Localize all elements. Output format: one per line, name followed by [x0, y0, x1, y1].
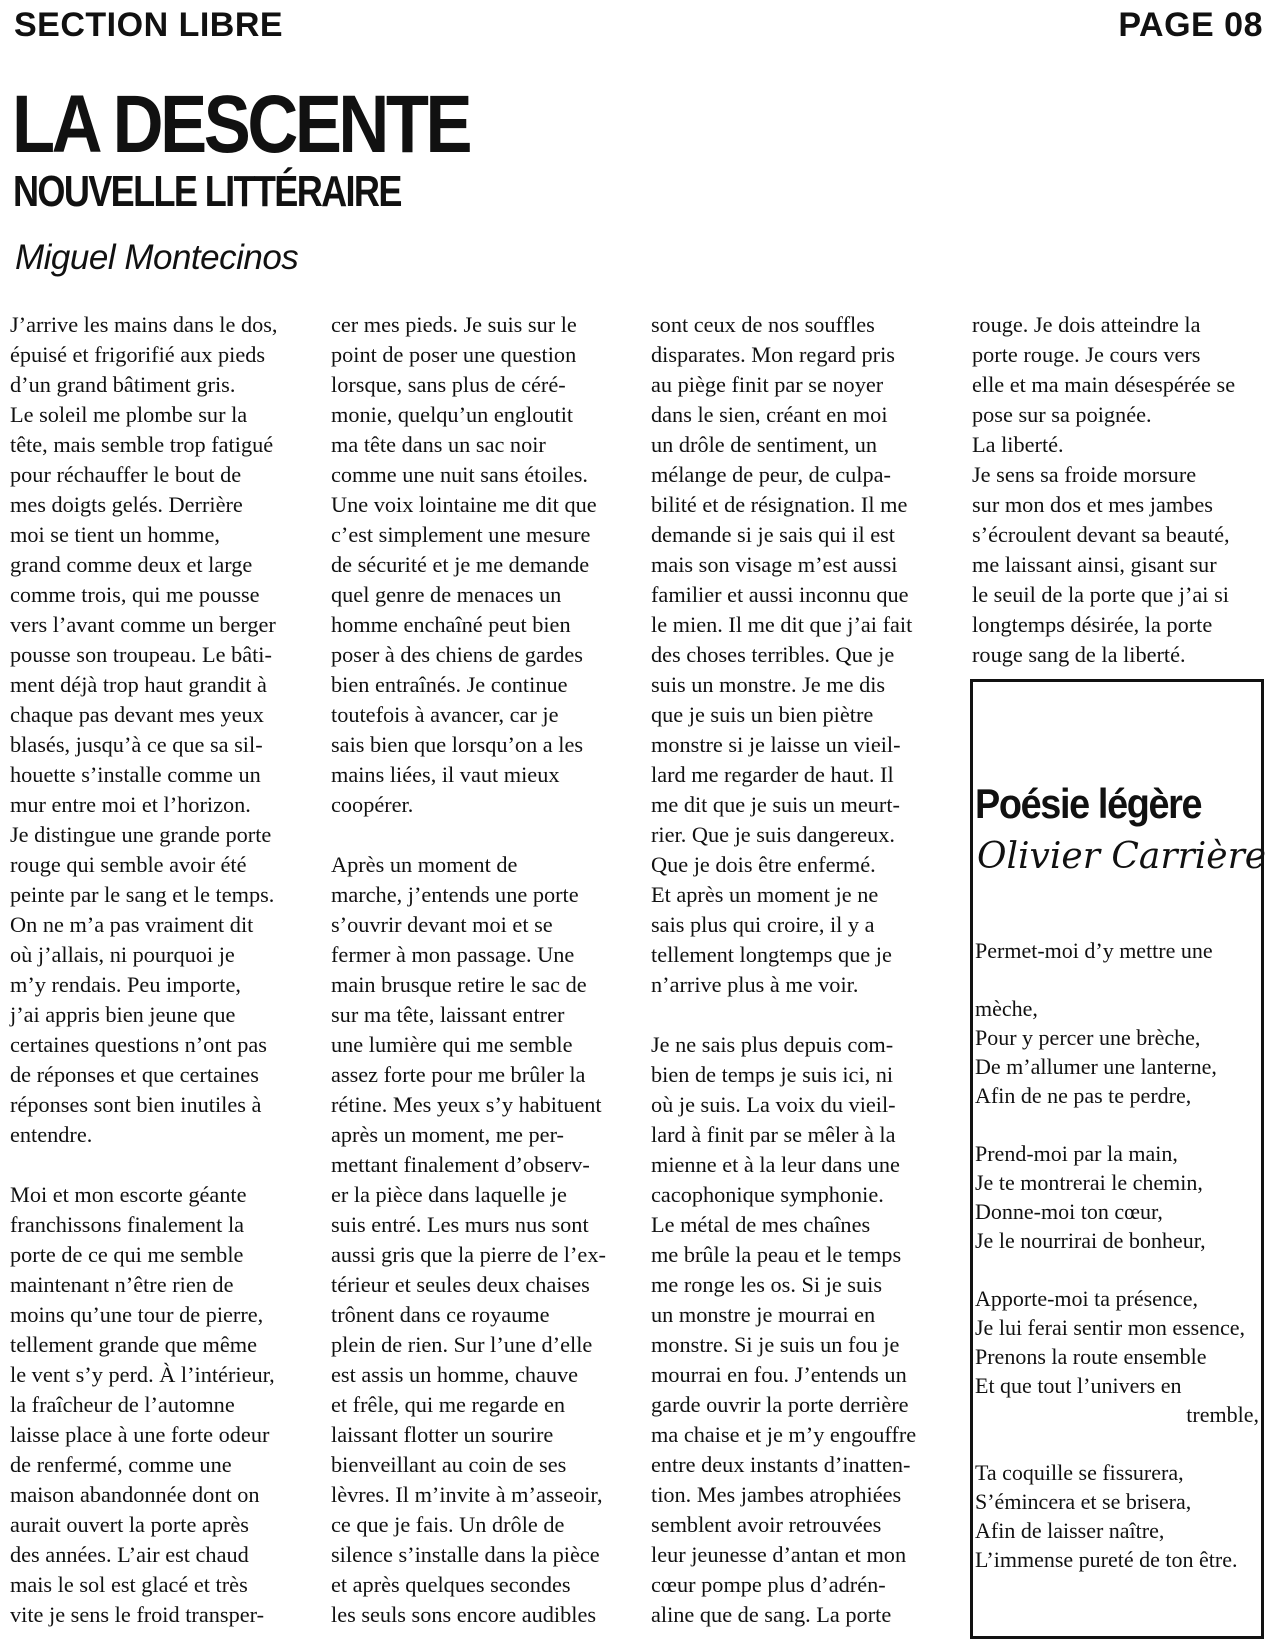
text-line: le seuil de la porte que j’ai si — [972, 582, 1229, 607]
article-author: Miguel Montecinos — [15, 238, 299, 277]
text-line: cer mes pieds. Je suis sur le — [331, 312, 577, 337]
poem-line: Pour y percer une brèche, — [975, 1025, 1201, 1050]
text-line: marche, j’entends une porte — [331, 882, 579, 907]
text-line: me laissant ainsi, gisant sur — [972, 552, 1217, 577]
text-line: moins qu’une tour de pierre, — [10, 1302, 264, 1327]
text-line: plein de rien. Sur l’une d’elle — [331, 1332, 593, 1357]
text-line: sur mon dos et mes jambes — [972, 492, 1213, 517]
text-line: comme une nuit sans étoiles. — [331, 462, 588, 487]
text-line: me brûle la peau et le temps — [651, 1242, 902, 1267]
stanza-gap — [975, 1429, 1259, 1458]
poem-lines — [975, 936, 1259, 1574]
text-line: grand comme deux et large — [10, 552, 253, 577]
section-label: SECTION LIBRE — [14, 6, 284, 44]
text-line: pousse son troupeau. Le bâti- — [10, 642, 272, 667]
paragraph-gap — [10, 1150, 278, 1180]
text-line: après un moment, me per- — [331, 1122, 564, 1147]
text-line: J’arrive les mains dans le dos, — [10, 312, 278, 337]
text-line: maison abandonnée dont on — [10, 1482, 260, 1507]
text-line: moi se tient un homme, — [10, 522, 220, 547]
text-line: mais son visage m’est aussi — [651, 552, 898, 577]
text-line: bien de temps je suis ici, ni — [651, 1062, 894, 1087]
text-line: que je suis un bien piètre — [651, 702, 874, 727]
text-line: n’arrive plus à me voir. — [651, 972, 859, 997]
text-line: où je suis. La voix du vieil- — [651, 1092, 896, 1117]
text-line: rouge. Je dois atteindre la — [972, 312, 1201, 337]
text-line: trônent dans ce royaume — [331, 1302, 550, 1327]
text-line: c’est simplement une mesure — [331, 522, 591, 547]
poem-line: Afin de ne pas te perdre, — [975, 1083, 1192, 1108]
text-line: semblent avoir retrouvées — [651, 1512, 882, 1537]
text-line: porte de ce qui me semble — [10, 1242, 244, 1267]
text-line: main brusque retire le sac de — [331, 972, 587, 997]
article-column-3 — [651, 310, 916, 1630]
text-line: une lumière qui me semble — [331, 1032, 573, 1057]
text-line: la fraîcheur de l’automne — [10, 1392, 235, 1417]
text-line: vite je sens le froid transper- — [10, 1602, 265, 1627]
text-line: me ronge les os. Si je suis — [651, 1272, 883, 1297]
page-number: PAGE 08 — [1118, 6, 1263, 44]
text-line: chaque pas devant mes yeux — [10, 702, 264, 727]
text-line: peinte par le sang et le temps. — [10, 882, 275, 907]
text-line: tellement grande que même — [10, 1332, 258, 1357]
text-line: où j’allais, ni pourquoi je — [10, 942, 235, 967]
text-line: Le soleil me plombe sur la — [10, 402, 248, 427]
text-line: er la pièce dans laquelle je — [331, 1182, 567, 1207]
text-line: On ne m’a pas vraiment dit — [10, 912, 254, 937]
text-line: un drôle de sentiment, un — [651, 432, 878, 457]
poem-line: Afin de laisser naître, — [975, 1518, 1165, 1543]
text-line: Je ne sais plus depuis com- — [651, 1032, 894, 1057]
text-line: des années. L’air est chaud — [10, 1542, 249, 1567]
text-line: entre deux instants d’inatten- — [651, 1452, 911, 1477]
text-line: garde ouvrir la porte derrière — [651, 1392, 909, 1417]
text-line: cacophonique symphonie. — [651, 1182, 884, 1207]
poem-line: Donne-moi ton cœur, — [975, 1199, 1163, 1224]
text-line: rouge qui semble avoir été — [10, 852, 247, 877]
poem-line: Prenons la route ensemble — [975, 1344, 1207, 1369]
text-line: aline que de sang. La porte — [651, 1602, 892, 1627]
text-line: quel genre de menaces un — [331, 582, 562, 607]
text-line: disparates. Mon regard pris — [651, 342, 895, 367]
text-line: de réponses et que certaines — [10, 1062, 259, 1087]
text-line: lèvres. Il m’invite à m’asseoir, — [331, 1482, 603, 1507]
text-line: ce que je fais. Un drôle de — [331, 1512, 565, 1537]
text-line: homme enchaîné peut bien — [331, 612, 571, 637]
poem-line: Prend-moi par la main, — [975, 1141, 1178, 1166]
text-line: et frêle, qui me regarde en — [331, 1392, 565, 1417]
text-line: houette s’installe comme un — [10, 762, 261, 787]
text-line: Que je dois être enfermé. — [651, 852, 876, 877]
text-line: fermer à mon passage. Une — [331, 942, 575, 967]
poem-line: L’immense pureté de ton être. — [975, 1547, 1238, 1572]
text-line: bilité et de résignation. Il me — [651, 492, 908, 517]
text-line: assez forte pour me brûler la — [331, 1062, 586, 1087]
text-line: aussi gris que la pierre de l’ex- — [331, 1242, 606, 1267]
poem-line: S’émincera et se brisera, — [975, 1489, 1192, 1514]
text-line: s’écroulent devant sa beauté, — [972, 522, 1230, 547]
text-line: entendre. — [10, 1122, 93, 1147]
article-column-1 — [10, 310, 278, 1630]
text-line: comme trois, qui me pousse — [10, 582, 260, 607]
text-line: demande si je sais qui il est — [651, 522, 895, 547]
text-line: bien entraînés. Je continue — [331, 672, 568, 697]
text-line: rétine. Mes yeux s’y habituent — [331, 1092, 602, 1117]
text-line: mienne et à la leur dans une — [651, 1152, 900, 1177]
text-line: de renfermé, comme une — [10, 1452, 232, 1477]
paragraph-gap — [651, 1000, 916, 1030]
stanza-gap — [975, 1255, 1259, 1284]
text-line: cœur pompe plus d’adrén- — [651, 1572, 886, 1597]
text-line: mains liées, il vaut mieux — [331, 762, 560, 787]
text-line: laissant flotter un sourire — [331, 1422, 554, 1447]
article-column-4 — [972, 310, 1235, 670]
text-line: bienveillant au coin de ses — [331, 1452, 567, 1477]
text-line: lorsque, sans plus de céré- — [331, 372, 566, 397]
text-line: longtemps désirée, la porte — [972, 612, 1213, 637]
text-line: Le métal de mes chaînes — [651, 1212, 871, 1237]
text-line: leur jeunesse d’antan et mon — [651, 1542, 907, 1567]
text-line: ma tête dans un sac noir — [331, 432, 546, 457]
text-line: mettant finalement d’observ- — [331, 1152, 590, 1177]
text-line: Moi et mon escorte géante — [10, 1182, 247, 1207]
text-line: ment déjà trop haut grandit à — [10, 672, 267, 697]
text-line: sont ceux de nos souffles — [651, 312, 875, 337]
text-line: le mien. Il me dit que j’ai fait — [651, 612, 913, 637]
text-line: coopérer. — [331, 792, 414, 817]
text-line: tion. Mes jambes atrophiées — [651, 1482, 902, 1507]
article-subtitle: NOUVELLE LITTÉRAIRE — [13, 167, 401, 216]
text-line: tellement longtemps que je — [651, 942, 892, 967]
text-line: suis entré. Les murs nus sont — [331, 1212, 589, 1237]
text-line: le vent s’y perd. À l’intérieur, — [10, 1362, 275, 1387]
text-line: silence s’installe dans la pièce — [331, 1542, 600, 1567]
text-line: mur entre moi et l’horizon. — [10, 792, 251, 817]
text-line: sur ma tête, laissant entrer — [331, 1002, 565, 1027]
poem-box — [970, 679, 1267, 1639]
text-line: sais plus qui croire, il y a — [651, 912, 875, 937]
text-line: mélange de peur, de culpa- — [651, 462, 891, 487]
text-line: lard me regarder de haut. Il — [651, 762, 894, 787]
text-line: ma chaise et je m’y engouffre — [651, 1422, 917, 1447]
article-title: LA DESCENTE — [12, 79, 470, 170]
text-line: dans le sien, créant en moi — [651, 402, 888, 427]
text-line: toutefois à avancer, car je — [331, 702, 559, 727]
text-line: Après un moment de — [331, 852, 518, 877]
poem-line: Permet-moi d’y mettre une — [975, 938, 1213, 963]
text-line: point de poser une question — [331, 342, 577, 367]
article-column-2 — [331, 310, 606, 1630]
poem-line: Je te montrerai le chemin, — [975, 1170, 1203, 1195]
text-line: sais bien que lorsqu’on a les — [331, 732, 584, 757]
text-line: mais le sol est glacé et très — [10, 1572, 248, 1597]
text-line: tête, mais semble trop fatigué — [10, 432, 274, 457]
text-line: m’y rendais. Peu importe, — [10, 972, 241, 997]
text-line: familier et aussi inconnu que — [651, 582, 909, 607]
text-line: réponses sont bien inutiles à — [10, 1092, 262, 1117]
text-line: un monstre je mourrai en — [651, 1302, 876, 1327]
text-line: laisse place à une forte odeur — [10, 1422, 270, 1447]
text-line: mes doigts gelés. Derrière — [10, 492, 243, 517]
text-line: Je distingue une grande porte — [10, 822, 272, 847]
text-line: j’ai appris bien jeune que — [10, 1002, 236, 1027]
text-line: Je sens sa froide morsure — [972, 462, 1197, 487]
text-line: les seuls sons encore audibles — [331, 1602, 597, 1627]
poem-line: mèche, — [975, 996, 1038, 1021]
text-line: vers l’avant comme un berger — [10, 612, 276, 637]
paragraph-gap — [331, 820, 606, 850]
text-line: est assis un homme, chauve — [331, 1362, 579, 1387]
text-line: lard à finit par se mêler à la — [651, 1122, 896, 1147]
text-line: rouge sang de la liberté. — [972, 642, 1186, 667]
text-line: poser à des chiens de gardes — [331, 642, 583, 667]
stanza-gap — [975, 1110, 1259, 1139]
text-line: certaines questions n’ont pas — [10, 1032, 267, 1057]
poem-title: Poésie légère — [975, 780, 1202, 827]
text-line: s’ouvrir devant moi et se — [331, 912, 553, 937]
text-line: épuisé et frigorifié aux pieds — [10, 342, 266, 367]
text-line: Une voix lointaine me dit que — [331, 492, 597, 517]
text-line: porte rouge. Je cours vers — [972, 342, 1201, 367]
text-line: rier. Que je suis dangereux. — [651, 822, 895, 847]
text-line: monstre. Si je suis un fou je — [651, 1332, 900, 1357]
text-line: térieur et seules deux chaises — [331, 1272, 590, 1297]
text-line: monie, quelqu’un engloutit — [331, 402, 574, 427]
text-line: et après quelques secondes — [331, 1572, 571, 1597]
text-line: blasés, jusqu’à ce que sa sil- — [10, 732, 263, 757]
text-line: pour réchauffer le bout de — [10, 462, 242, 487]
text-line: mourrai en fou. J’entends un — [651, 1362, 907, 1387]
text-line: Et après un moment je ne — [651, 882, 879, 907]
text-line: maintenant n’être rien de — [10, 1272, 234, 1297]
text-line: pose sur sa poignée. — [972, 402, 1152, 427]
stanza-gap — [975, 965, 1259, 994]
poem-line: Je lui ferai sentir mon essence, — [975, 1315, 1246, 1340]
text-line: au piège finit par se noyer — [651, 372, 884, 397]
poem-line: Ta coquille se fissurera, — [975, 1460, 1184, 1485]
text-line: monstre si je laisse un vieil- — [651, 732, 901, 757]
poem-author: Olivier Carrière — [977, 836, 1267, 877]
text-line: des choses terribles. Que je — [651, 642, 895, 667]
text-line: me dit que je suis un meurt- — [651, 792, 900, 817]
text-line: de sécurité et je me demande — [331, 552, 590, 577]
text-line: La liberté. — [972, 432, 1064, 457]
text-line: d’un grand bâtiment gris. — [10, 372, 236, 397]
poem-line: Et que tout l’univers en — [975, 1373, 1182, 1398]
text-line: franchissons finalement la — [10, 1212, 245, 1237]
text-line: suis un monstre. Je me dis — [651, 672, 886, 697]
text-line: elle et ma main désespérée se — [972, 372, 1236, 397]
poem-line: Je le nourrirai de bonheur, — [975, 1228, 1206, 1253]
poem-line: Apporte-moi ta présence, — [975, 1286, 1198, 1311]
poem-line: tremble, — [1186, 1402, 1259, 1427]
poem-line: De m’allumer une lanterne, — [975, 1054, 1217, 1079]
text-line: aurait ouvert la porte après — [10, 1512, 249, 1537]
